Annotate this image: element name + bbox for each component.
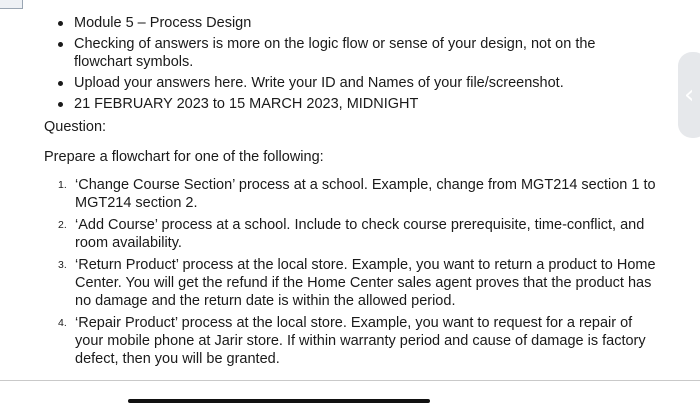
option-item [58, 216, 658, 252]
bullet-item: Upload your answers here. Write your ID and Names of your file/screenshot. [56, 74, 636, 92]
option-item [58, 256, 658, 310]
bullet-item: Module 5 – Process Design [56, 14, 636, 32]
option-text: ‘Add Course’ process at a school. Include to check course prerequisite, time-conflict, and room availability. [75, 217, 645, 251]
option-number: 2. [58, 219, 67, 231]
option-item [58, 176, 658, 212]
option-text: ‘Change Course Section’ process at a school. Example, change from MGT214 section 1 to MGT214 section 2. [75, 177, 656, 211]
home-indicator[interactable] [128, 399, 430, 403]
bullet-dot-icon [58, 81, 63, 86]
option-text: ‘Repair Product’ process at the local store. Example, you want to request for a repair of your mobile phone at Jarir store. If within warranty period and cause of damage is factory defect, then you will be granted. [75, 315, 646, 367]
option-number: 4. [58, 317, 67, 329]
question-label: Question: [44, 119, 107, 135]
bullet-dot-icon [58, 102, 63, 107]
option-number: 1. [58, 179, 67, 191]
side-panel-tab[interactable] [678, 52, 700, 138]
question-prompt: Prepare a flowchart for one of the following: [44, 149, 324, 165]
options-list [58, 176, 658, 372]
bullet-dot-icon [58, 21, 63, 26]
bullet-list [56, 14, 636, 116]
option-text: ‘Return Product’ process at the local store. Example, you want to return a product to Home Center. You will get the refund if the Home Center sales agent proves that the product has no damage and the return date is within the allowed period. [75, 257, 656, 309]
bullet-item: Checking of answers is more on the logic flow or sense of your design, not on the flowchart symbols. [56, 35, 636, 71]
chevron-left-icon: ‹ [684, 80, 695, 110]
corner-box [0, 0, 23, 9]
bullet-item: 21 FEBRUARY 2023 to 15 MARCH 2023, MIDNIGHT [56, 95, 636, 113]
option-number: 3. [58, 259, 67, 271]
bullet-dot-icon [58, 42, 63, 47]
option-item [58, 314, 658, 368]
